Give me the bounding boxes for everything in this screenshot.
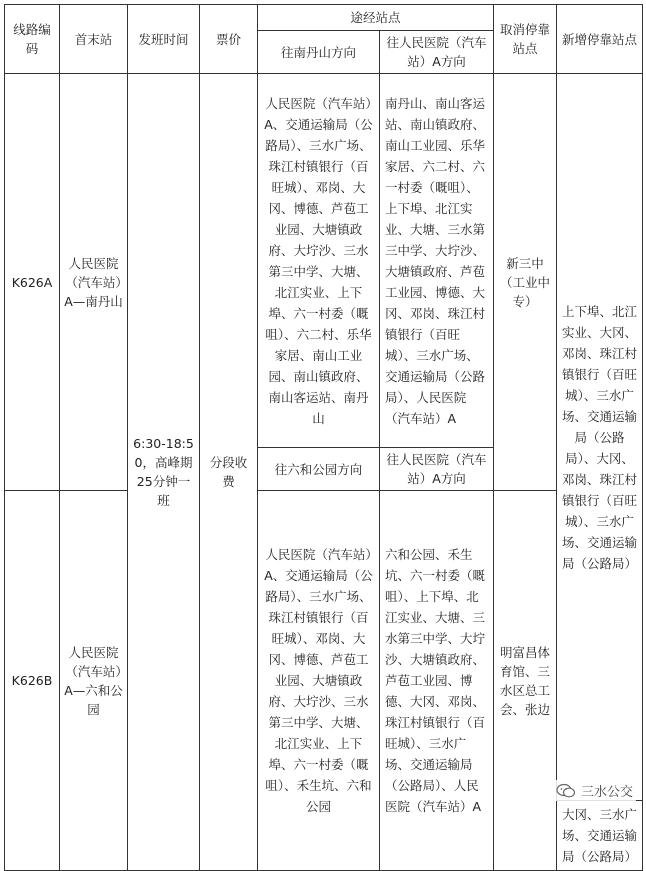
- watermark: [553, 780, 636, 801]
- k626a-dir2-stops: 南丹山、南山客运站、南山镇政府、南山工业园、乐华家居、六二村、六一村委（嘅咀）、上下埠、北江实业、大塘、三水第三中学、大坾沙、大塘镇政府、芦苞工业园、博德、大冈、邓岗、珠江村镇银行（百旺城）、三水广场、交通运输局（公路局）、人民医院（汽车站）A: [380, 74, 494, 448]
- schedule-cell: 6:30-18:50，高峰期25分钟一班: [128, 74, 200, 871]
- watermark-text: 三水公交: [580, 785, 633, 800]
- k626b-dir2-label: 往人民医院（汽车站）A方向: [380, 448, 494, 491]
- k626a-new-stops: 上下埠、北江实业、大冈、邓岗、珠江村镇银行（百旺城）、三水广场、交通运输局（公路局）、大冈、邓岗、珠江村镇银行（百旺城）、三水广场、交通运输局（公路局）: [557, 74, 643, 801]
- fare-cell: 分段收费: [200, 74, 258, 871]
- k626b-dir1-label: 往六和公园方向: [258, 448, 380, 491]
- k626b-dir2-stops: 六和公园、禾生坑、六一村委（嘅咀）、上下埠、北江实业、大塘、三水第三中学、大坾沙、大塘镇政府、芦苞工业园、博德、大冈、邓岗、珠江村镇银行（百旺城）、三水广场、交通运输局（公路局）、人民医院（汽车站）A: [380, 491, 494, 871]
- header-route-code: 线路编码: [5, 5, 60, 74]
- header-schedule: 发班时间: [128, 5, 200, 74]
- k626a-terminals: 人民医院（汽车站）A—南丹山: [60, 74, 128, 491]
- header-terminals: 首末站: [60, 5, 128, 74]
- header-cancelled-stops: 取消停靠站点: [494, 5, 557, 74]
- k626a-route-code: K626A: [5, 74, 60, 491]
- wechat-icon: [556, 783, 576, 799]
- k626b-cancelled-stops: 明富昌体育馆、三水区总工会、张边: [494, 491, 557, 871]
- header-fare: 票价: [200, 5, 258, 74]
- k626b-dir1-stops: 人民医院（汽车站）A、交通运输局（公路局）、三水广场、珠江村镇银行（百旺城）、邓岗、大冈、博德、芦苞工业园、大塘镇政府、大坾沙、三水第三中学、大塘、北江实业、上下埠、六一村委（嘅咀）、禾生坑、六和公园: [258, 491, 380, 871]
- k626a-dir1-label: 往南丹山方向: [258, 31, 380, 74]
- k626a-dir1-stops: 人民医院（汽车站）A、交通运输局（公路局）、三水广场、珠江村镇银行（百旺城）、邓岗、大冈、博德、芦苞工业园、大塘镇政府、大坾沙、三水第三中学、大塘、北江实业、上下埠、六一村委（嘅咀）、六二村、乐华家居、南山工业园、南山镇政府、南山客运站、南丹山: [258, 74, 380, 448]
- k626a-dir2-label: 往人民医院（汽车站）A方向: [380, 31, 494, 74]
- k626b-new-stops: 大冈、三水广场、交通运输局（公路局）: [557, 801, 643, 871]
- k626b-route-code: K626B: [5, 491, 60, 871]
- header-via-stops: 途经站点: [258, 5, 494, 31]
- k626b-terminals: 人民医院（汽车站）A—六和公园: [60, 491, 128, 871]
- header-new-stops: 新增停靠站点: [557, 5, 643, 74]
- bus-route-table: [4, 4, 643, 871]
- k626a-cancelled-stops: 新三中（工业中专）: [494, 74, 557, 491]
